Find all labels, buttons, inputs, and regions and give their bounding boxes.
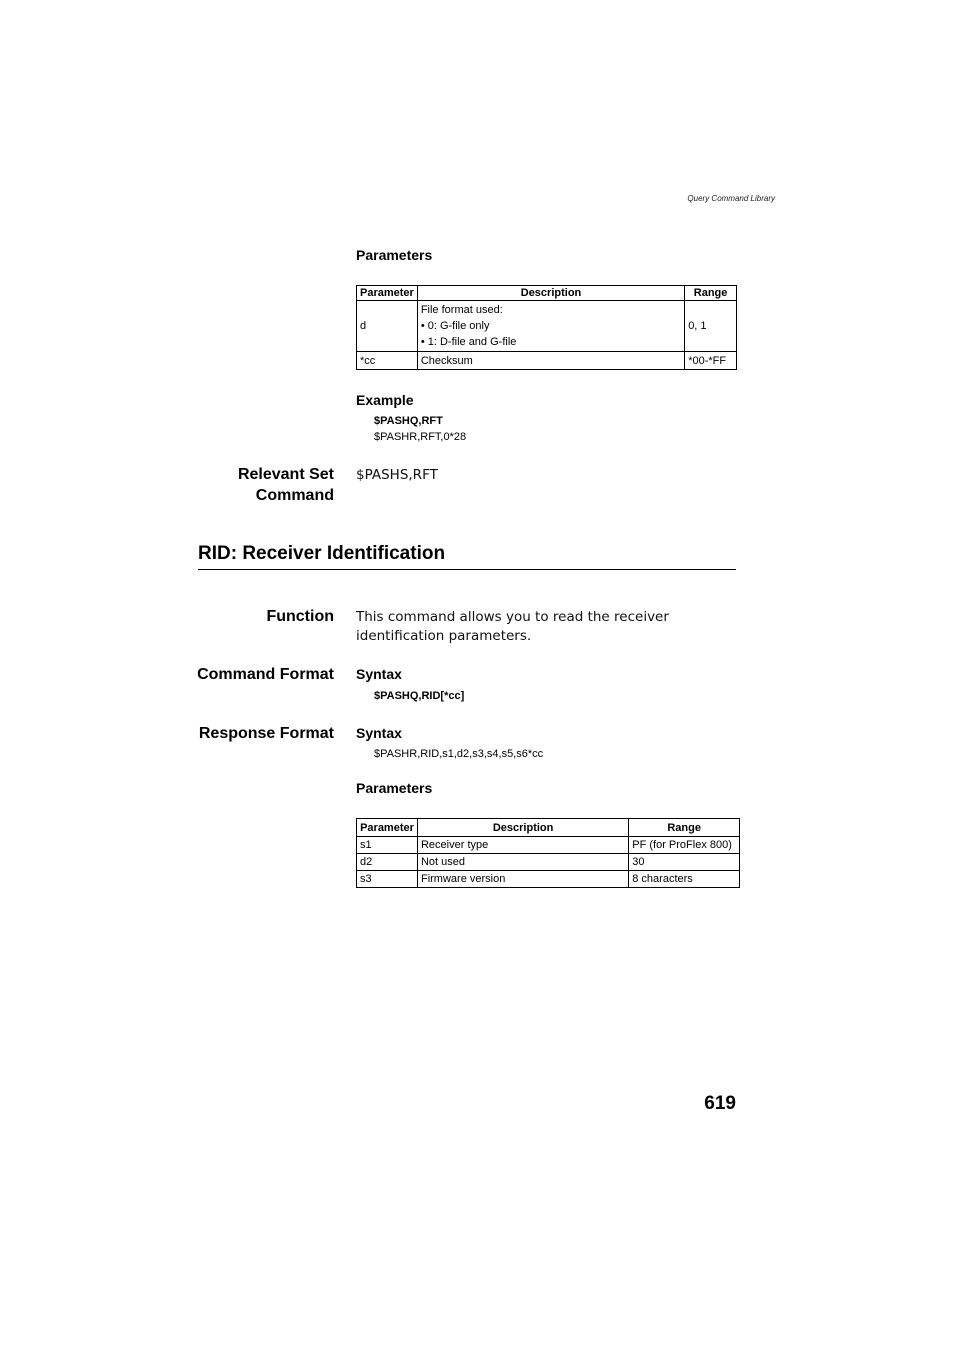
- description-cell: [417, 301, 684, 352]
- relevant-set-label-line: Command: [255, 487, 334, 504]
- param-cell: s3: [357, 871, 418, 888]
- range-cell: PF (for ProFlex 800): [629, 837, 740, 854]
- table-header-row: [357, 286, 737, 301]
- example-response: $PASHR,RFT,0*28: [374, 431, 467, 443]
- table-header-row: [357, 819, 740, 837]
- column-header: Range: [685, 286, 737, 301]
- relevant-set-command-label: [238, 464, 334, 506]
- parameters-heading: Parameters: [356, 780, 433, 796]
- description-cell: Receiver type: [417, 837, 628, 854]
- table-row: [357, 871, 740, 888]
- range-cell: *00-*FF: [685, 352, 737, 370]
- example-heading: Example: [356, 392, 414, 408]
- range-cell: 0, 1: [685, 301, 737, 352]
- description-line: File format used:: [420, 304, 503, 316]
- response-syntax-heading: Syntax: [356, 725, 402, 741]
- table-row: [357, 301, 737, 352]
- description-cell: Not used: [417, 854, 628, 871]
- table-row: [357, 837, 740, 854]
- param-cell: s1: [357, 837, 418, 854]
- response-syntax: $PASHR,RID,s1,d2,s3,s4,s5,s6*cc: [374, 748, 544, 760]
- rft-parameters-table: [356, 285, 737, 370]
- function-label: Function: [266, 608, 334, 625]
- param-cell: *cc: [357, 352, 418, 370]
- column-header: Range: [629, 819, 740, 837]
- param-cell: d: [357, 301, 418, 352]
- description-cell: Firmware version: [417, 871, 628, 888]
- column-header: Description: [417, 819, 628, 837]
- table-row: [357, 352, 737, 370]
- column-header: Parameter: [357, 819, 418, 837]
- command-syntax-heading: Syntax: [356, 666, 402, 682]
- page-number: 619: [704, 1093, 736, 1114]
- param-cell: d2: [357, 854, 418, 871]
- command-format-label: Command Format: [197, 666, 334, 683]
- command-syntax: $PASHQ,RID[*cc]: [374, 690, 465, 702]
- example-query: $PASHQ,RFT: [374, 415, 443, 427]
- column-header: Parameter: [357, 286, 418, 301]
- range-cell: 30: [629, 854, 740, 871]
- range-cell: 8 characters: [629, 871, 740, 888]
- column-header: Description: [417, 286, 684, 301]
- rid-parameters-table: [356, 818, 740, 888]
- description-bullet: • 1: D-file and G-file: [420, 336, 517, 348]
- relevant-set-command-value: $PASHS,RFT: [356, 467, 438, 483]
- function-text: This command allows you to read the receiver identification parameters.: [356, 609, 669, 644]
- section-title: RID: Receiver Identification: [198, 543, 736, 570]
- response-format-label: Response Format: [198, 725, 334, 742]
- description-cell: Checksum: [417, 352, 684, 370]
- running-header: Query Command Library: [687, 194, 775, 203]
- table-row: [357, 854, 740, 871]
- parameters-heading: Parameters: [356, 247, 433, 263]
- description-bullet: • 0: G-file only: [420, 320, 490, 332]
- relevant-set-label-line: Relevant Set: [237, 466, 334, 483]
